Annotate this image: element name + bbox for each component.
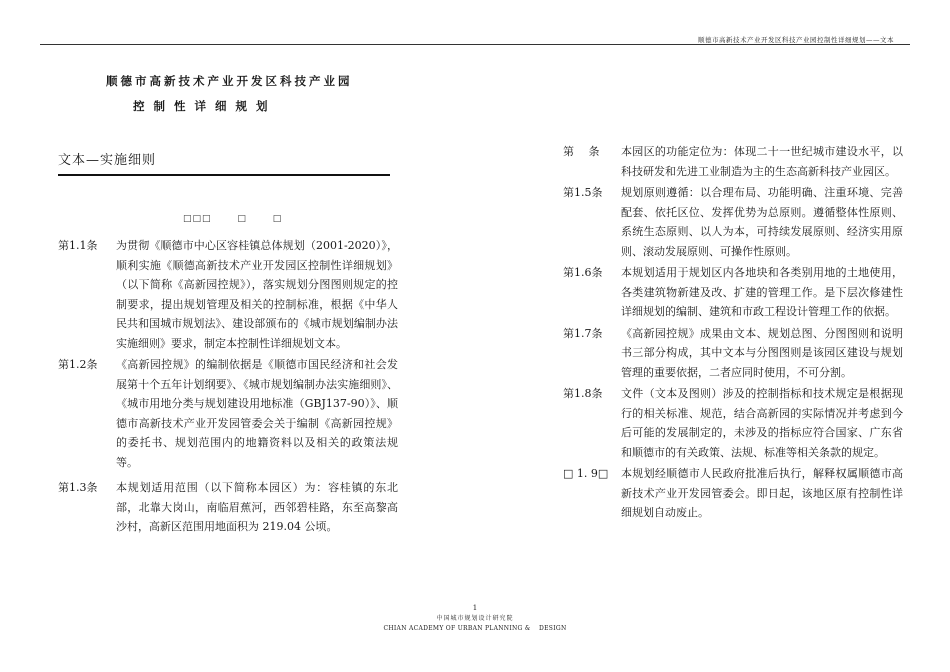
clause-1-3 xyxy=(58,478,398,537)
header-rule xyxy=(40,44,910,45)
clause-1-4 xyxy=(563,142,903,181)
institute-name-cn: 中国城市规划设计研究院 xyxy=(436,615,514,622)
clause-text: 本规划适用于规划区内各地块和各类别用地的土地使用，各类建筑物新建及改、扩建的管理工作。是下层次修建性详细规划的编制、建筑和市政工程设计管理工作的依据。 xyxy=(621,266,903,318)
chapter-heading-part: □□□ xyxy=(183,214,212,224)
clause-text: 为贯彻《顺德市中心区容桂镇总体规划（2001-2020）》，顺利实施《顺德高新技术产业开发园区控制性详细规划》（以下简称《高新园控规》），落实规划分图图则规定的控制要求，提出规划管理及相关的控制标准，根据《中华人民共和国城市规划法》、建设部颁布的《城市规划编制办法实施细则》要求，制定本控制性详细规划文本。 xyxy=(116,239,398,350)
clause-1-2 xyxy=(58,355,398,472)
clause-number: 第1.1条 xyxy=(58,239,98,252)
clause-1-9 xyxy=(563,464,903,523)
clause-text: 本规划适用范围（以下简称本园区）为：容桂镇的东北部，北靠大岗山，南临眉蕉河，西邻碧桂路，东至高黎高沙村，高新区范围用地面积为 219.04 公顷。 xyxy=(116,481,398,533)
clause-1-6 xyxy=(563,263,903,322)
clause-number: 第 条 xyxy=(563,145,600,158)
clause-1-8 xyxy=(563,384,903,462)
page-footer xyxy=(0,604,950,632)
page-header xyxy=(0,0,950,44)
clause-number: 第1.6条 xyxy=(563,266,603,279)
clause-text: 本规划经顺德市人民政府批准后执行，解释权属顺德市高新技术产业开发园管委会。即日起，该地区原有控制性详细规划自动废止。 xyxy=(621,467,903,519)
document-title: 顺德市高新技术产业开发区科技产业园 xyxy=(106,74,353,88)
clause-number: 第1.2条 xyxy=(58,358,98,371)
page-number: 1 xyxy=(472,604,478,612)
chapter-heading-garbled xyxy=(183,214,304,224)
clause-number: 第1.3条 xyxy=(58,481,98,494)
clause-number: 第1.5条 xyxy=(563,186,603,199)
clause-1-1 xyxy=(58,236,398,353)
clause-text: 本园区的功能定位为：体现二十一世纪城市建设水平，以科技研发和先进工业制造为主的生态高新科技产业园区。 xyxy=(621,145,903,178)
clause-text: 文件（文本及图则）涉及的控制指标和技术规定是根据现行的相关标准、规范，结合高新园的实际情况并考虑到今后可能的发展制定的，未涉及的指标应符合国家、广东省和顺德市的有关政策、法规、标准等相关条款的规定。 xyxy=(621,387,903,459)
institute-name-en: CHIAN ACADEMY OF URBAN PLANNING & DESIGN xyxy=(383,625,567,632)
chapter-heading-part: □ xyxy=(272,214,283,224)
running-title: 顺德市高新技术产业开发区科技产业园控制性详细规划——文本 xyxy=(698,36,894,44)
chapter-heading-part: □ xyxy=(237,214,247,224)
clause-number: 第1.7条 xyxy=(563,326,603,340)
left-column xyxy=(58,236,398,539)
clause-text: 《高新园控规》成果由文本、规划总图、分图图则和说明书三部分构成，其中文本与分图图则是该园区建设与规划管理的重要依据，二者应同时使用，不可分割。 xyxy=(621,326,903,379)
clause-text: 规划原则遵循：以合理布局、功能明确、注重环境、完善配套、依托区位、发挥优势为总原则。遵循整体性原则、系统生态原则、以人为本，可持续发展原则、经济实用原则、滚动发展原则、可操作性原则。 xyxy=(621,186,903,258)
clause-1-7 xyxy=(563,324,903,383)
clause-number: □ 1. 9□ xyxy=(563,467,609,480)
clause-1-5 xyxy=(563,183,903,261)
section-divider xyxy=(58,174,390,176)
right-column xyxy=(563,142,903,525)
clause-text: 《高新园控规》的编制依据是《顺德市国民经济和社会发展第十个五年计划纲要》、《城市规划编制办法实施细则》、《城市用地分类与规划建设用地标准（GBJ137-90）》、顺德市高新技术产业开发园管委会关于编制《高新园控规》的委托书、规划范围内的地籍资料以及相关的政策法规等。 xyxy=(116,358,398,469)
clause-number: 第1.8条 xyxy=(563,387,603,400)
section-heading: 文本—实施细则 xyxy=(58,153,157,168)
document-subtitle: 控制性详细规划 xyxy=(133,99,277,113)
